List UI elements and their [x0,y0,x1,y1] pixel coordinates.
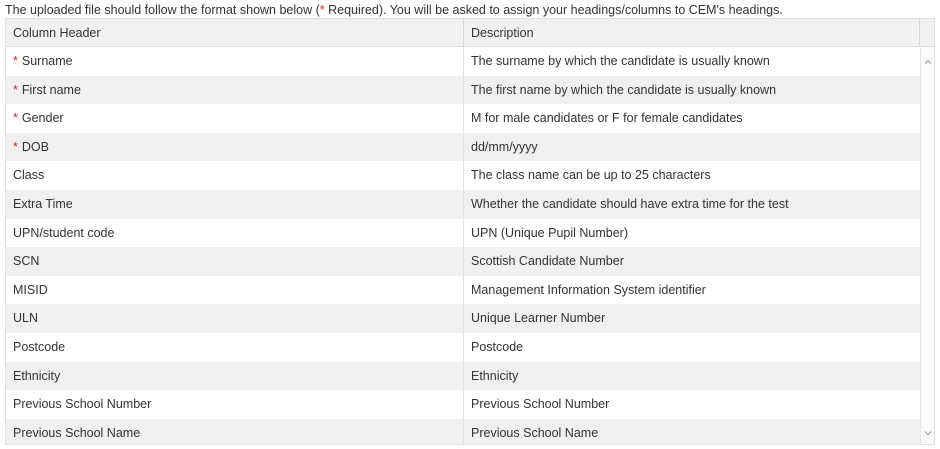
column-header-cell [6,47,464,76]
table-row [6,419,934,444]
description-cell: Postcode [471,339,524,354]
description-cell: M for male candidates or F for female candidates [471,111,743,126]
description-cell: The surname by which the candidate is usually known [471,54,770,68]
column-header-label: SCN [13,254,40,269]
required-star: * [13,111,18,126]
column-header-cell [6,362,464,391]
table-row [6,247,934,276]
description-cell: Scottish Candidate Number [471,254,624,269]
column-header-cell [6,390,464,419]
column-header-label: Class [13,168,45,183]
header-scroll-gutter [920,19,934,46]
description-cell: Previous School Number [471,397,610,412]
table-row [6,47,934,76]
table-row [6,390,934,419]
format-table [5,18,935,445]
description-cell: Management Information System identifier [471,282,706,297]
column-header-cell [6,276,464,305]
required-star: * [319,3,325,17]
column-header-label: Extra Time [13,196,73,211]
required-star: * [13,82,18,97]
description-cell: Previous School Name [471,425,599,440]
column-header-cell [6,333,464,362]
description-heading: Description [464,19,920,46]
column-header-label: MISID [13,282,48,297]
column-header-heading: Column Header [6,19,464,46]
table-row [6,362,934,391]
description-cell: dd/mm/yyyy [471,139,538,154]
table-row [6,190,934,219]
column-header-label: UPN/student code [13,225,115,240]
column-header-cell [6,161,464,190]
table-row [6,161,934,190]
required-star: * [13,54,18,68]
table-row [6,276,934,305]
description-cell: The class name can be up to 25 characters [471,168,711,183]
column-header-label: Postcode [13,339,66,354]
description-cell: UPN (Unique Pupil Number) [471,225,629,240]
column-header-label: Previous School Number [13,397,152,412]
chevron-down-icon[interactable] [923,428,933,438]
required-star: * [13,139,18,154]
column-header-label: Ethnicity [13,368,61,383]
column-header-label: ULN [13,311,39,326]
table-header-row [6,19,934,47]
column-header-label: First name [21,82,81,97]
column-header-cell [6,190,464,219]
table-row [6,133,934,162]
column-header-cell [6,419,464,444]
description-cell: Unique Learner Number [471,311,606,326]
table-row [6,104,934,133]
table-scrollbar[interactable] [920,47,934,444]
description-cell: Ethnicity [471,368,519,383]
column-header-cell [6,104,464,133]
column-header-cell [6,133,464,162]
column-header-cell [6,304,464,333]
table-row [6,76,934,105]
column-header-cell [6,219,464,248]
column-header-cell [6,76,464,105]
description-cell: Whether the candidate should have extra time for the test [471,196,789,211]
table-body[interactable] [6,47,934,444]
table-row [6,219,934,248]
intro-text-after: Required). You will be asked to assign your headings/columns to CEM's headings. [324,3,783,17]
table-row [6,333,934,362]
intro-text-before: The uploaded file should follow the format shown below ( [5,3,320,17]
column-header-cell [6,247,464,276]
chevron-up-icon[interactable] [923,57,933,67]
column-header-label: Previous School Name [13,425,141,440]
format-instructions [5,2,783,18]
column-header-label: DOB [21,139,49,154]
column-header-label: Gender [21,111,64,126]
description-cell: The first name by which the candidate is usually known [471,82,777,97]
table-row [6,304,934,333]
column-header-label: Surname [21,54,73,68]
